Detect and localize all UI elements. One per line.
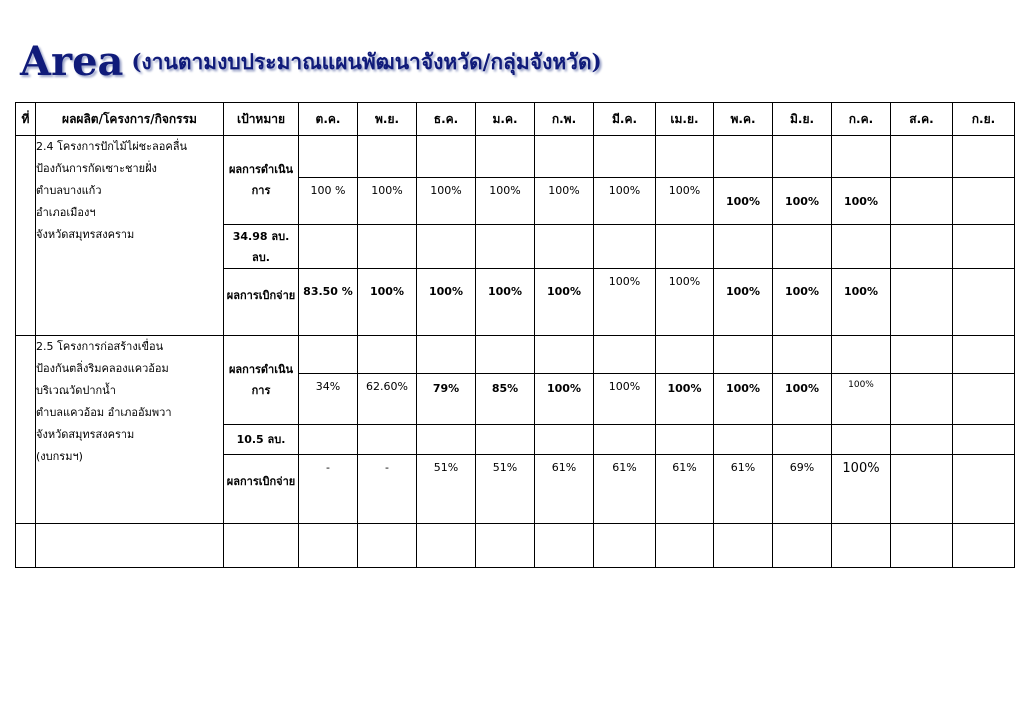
header-month: ส.ค. (891, 103, 953, 136)
project-line: ตำบลบางแก้ว (36, 184, 102, 197)
header-month: ก.ค. (832, 103, 891, 136)
header-target: เป้าหมาย (224, 103, 299, 136)
project-line: (งบกรมฯ) (36, 449, 83, 463)
value-cell (953, 454, 1015, 523)
value-cell: 85% (476, 374, 535, 424)
value-cell: 100% (832, 178, 891, 224)
header-month: มี.ค. (594, 103, 656, 136)
value-cell: 100% (358, 178, 417, 224)
value-cell: 100% (535, 374, 594, 424)
value-cell (953, 269, 1015, 336)
project-table (15, 102, 1015, 568)
budget-cell: 10.5 ลบ. (224, 424, 299, 454)
value-cell: 61% (594, 454, 656, 523)
value-cell (891, 178, 953, 224)
value-cell: - (299, 454, 358, 523)
title-subtitle: (งานตามงบประมาณแผนพัฒนาจังหวัด/กลุ่มจังหวัด) (131, 49, 602, 74)
value-cell: 100% (358, 269, 417, 336)
project-line: อำเภอเมืองฯ (36, 206, 96, 219)
value-cell: 51% (476, 454, 535, 523)
title-main: Area (20, 38, 124, 85)
value-cell: 100% (417, 269, 476, 336)
value-cell (953, 374, 1015, 424)
project-line: ตำบลแควอ้อม อำเภออัมพวา (36, 405, 172, 419)
value-cell: 100% (656, 178, 714, 224)
value-cell: 100% (714, 178, 773, 224)
value-cell: 69% (773, 454, 832, 523)
value-cell (891, 269, 953, 336)
value-cell: 100% (535, 178, 594, 224)
value-cell: 100% (714, 374, 773, 424)
header-month: ต.ค. (299, 103, 358, 136)
header-no: ที่ (16, 103, 36, 136)
value-cell: 83.50 % (299, 269, 358, 336)
value-cell: 100% (773, 269, 832, 336)
project-line: ป้องกันตลิ่งริมคลองแควอ้อม (36, 361, 169, 375)
value-cell: 79% (417, 374, 476, 424)
project-line: บริเวณวัดปากน้ำ (36, 383, 116, 397)
value-cell: 100% (535, 269, 594, 336)
value-cell: 100% (656, 374, 714, 424)
value-cell: 61% (714, 454, 773, 523)
value-cell: 100% (773, 374, 832, 424)
header-month: ม.ค. (476, 103, 535, 136)
value-cell: 34% (299, 374, 358, 424)
value-cell (891, 454, 953, 523)
project-line: ป้องกันการกัดเซาะชายฝั่ง (36, 162, 157, 175)
value-cell: 100% (594, 178, 656, 224)
project-description (36, 136, 224, 336)
target-label-work: ผลการดำเนินการ (224, 136, 299, 225)
value-cell: 62.60% (358, 374, 417, 424)
budget-cell: 34.98 ลบ. ลบ. (224, 224, 299, 268)
row-number-cell (16, 136, 36, 336)
value-cell: 100% (594, 269, 656, 336)
target-label-spend: ผลการเบิกจ่าย (224, 269, 299, 336)
project-description (36, 335, 224, 523)
header-month: มิ.ย. (773, 103, 832, 136)
empty-row (16, 523, 1015, 567)
row-number-cell (16, 335, 36, 523)
value-cell: 61% (656, 454, 714, 523)
value-cell: 100% (656, 269, 714, 336)
target-label-spend: ผลการเบิกจ่าย (224, 454, 299, 523)
project-line: จังหวัดสมุทรสงคราม (36, 228, 135, 241)
value-cell: 100% (476, 178, 535, 224)
table-row (16, 136, 1015, 178)
value-cell (891, 374, 953, 424)
value-cell: 100% (773, 178, 832, 224)
header-month: พ.ค. (714, 103, 773, 136)
value-cell: 100% (476, 269, 535, 336)
value-cell: 100% (832, 269, 891, 336)
value-cell: 100% (714, 269, 773, 336)
header-month: ก.พ. (535, 103, 594, 136)
page-title (20, 38, 602, 88)
value-cell: 100% (417, 178, 476, 224)
value-cell: 100% (832, 454, 891, 523)
value-cell (953, 178, 1015, 224)
value-cell: 51% (417, 454, 476, 523)
header-row (16, 103, 1015, 136)
header-month: ธ.ค. (417, 103, 476, 136)
value-cell: 61% (535, 454, 594, 523)
table-row (16, 335, 1015, 373)
value-cell: 100% (832, 374, 891, 424)
value-cell: - (358, 454, 417, 523)
project-line: 2.5 โครงการก่อสร้างเขื่อน (36, 339, 164, 353)
value-cell: 100% (594, 374, 656, 424)
value-cell: 100 % (299, 178, 358, 224)
header-month: ก.ย. (953, 103, 1015, 136)
header-month: พ.ย. (358, 103, 417, 136)
header-month: เม.ย. (656, 103, 714, 136)
project-line: จังหวัดสมุทรสงคราม (36, 427, 135, 441)
project-line: 2.4 โครงการปักไม้ไผ่ชะลอคลื่น (36, 140, 188, 153)
target-label-work: ผลการดำเนินการ (224, 335, 299, 424)
header-project: ผลผลิต/โครงการ/กิจกรรม (36, 103, 224, 136)
